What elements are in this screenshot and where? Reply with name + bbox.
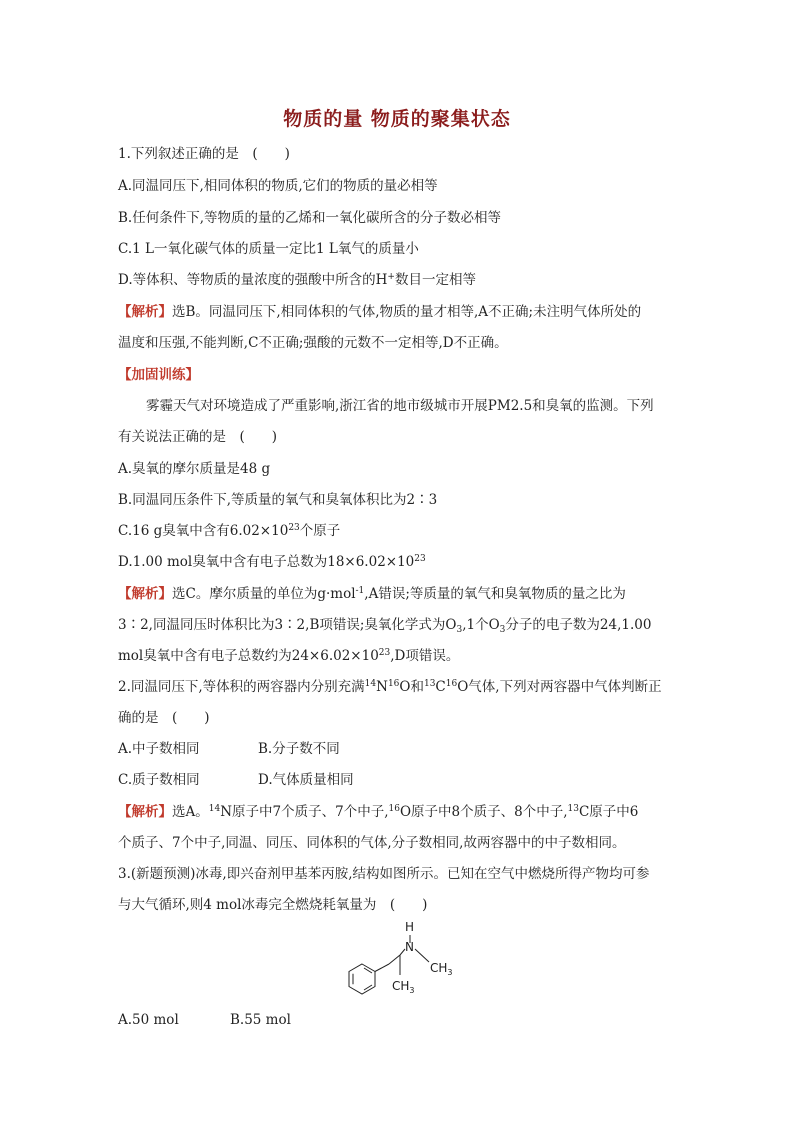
practice-analysis-2c: 分子的电子数为24,1.00	[505, 617, 652, 633]
practice-analysis-sup: -1	[355, 586, 365, 596]
analysis-tag: 【解析】	[118, 304, 172, 320]
q2-options-row-1	[118, 739, 340, 759]
page-title: 物质的量 物质的聚集状态	[283, 108, 511, 130]
methyl-ch: CH	[392, 979, 410, 993]
q2-option-d: D.气体质量相同	[258, 772, 354, 788]
practice-option-c	[118, 521, 340, 543]
q1-d-text-end: 数目一定相等	[394, 272, 476, 288]
practice-option-d	[118, 552, 426, 574]
practice-analysis-3a: mol臭氧中含有电子总数约为24×6.02×10	[118, 648, 379, 664]
molecule-bonds	[349, 935, 429, 994]
q2-analysis-text: C原子中6	[578, 804, 639, 820]
q1-option-b: B.任何条件下,等物质的量的乙烯和一氧化碳所含的分子数必相等	[118, 210, 502, 226]
q2-options-row-2	[118, 770, 354, 790]
analysis-tag: 【解析】	[118, 804, 172, 820]
practice-option-a: A.臭氧的摩尔质量是48 g	[118, 461, 271, 477]
isotope-mass: 16	[387, 679, 400, 689]
practice-analysis-text: 选C。摩尔质量的单位为g·mol	[172, 586, 356, 602]
isotope-mass: 16	[388, 804, 400, 814]
practice-analysis-3b: ,D项错误。	[390, 648, 460, 664]
q3-stem-2: 与大气循环,则4 mol冰毒完全燃烧耗氧量为 ( )	[118, 897, 428, 913]
q3-option-a: A.50 mol	[118, 1012, 179, 1028]
q2-stem-2: 确的是 ( )	[118, 710, 210, 726]
q1-analysis-2: 温度和压强,不能判断,C不正确;强酸的元数不一定相等,D不正确。	[118, 335, 508, 351]
bond-ring-ch2	[375, 964, 389, 972]
isotope-mass: 13	[567, 804, 579, 814]
q2-analysis-text: 选A。	[172, 804, 209, 820]
bond-n-ch3	[415, 949, 429, 962]
practice-analysis-sup: 23	[378, 648, 391, 658]
bond-ch2-ch	[389, 955, 400, 964]
isotope-mass: 14	[208, 804, 221, 814]
practice-analysis-2	[118, 615, 651, 637]
methyl-label	[430, 961, 453, 977]
q2-analysis-1	[118, 802, 638, 824]
q2-stem-1	[118, 677, 662, 699]
q2-analysis-text: N原子中7个质子、7个中子,	[220, 804, 389, 820]
q1-stem: 1.下列叙述正确的是 ( )	[118, 146, 290, 162]
q2-analysis-text: O原子中8个质子、8个中子,	[399, 804, 568, 820]
q1-option-d	[118, 270, 476, 292]
q3-option-b: B.55 mol	[230, 1012, 291, 1028]
practice-analysis-sub: 3	[456, 625, 463, 635]
q1-d-sup: +	[387, 272, 395, 282]
practice-analysis-2a: 3∶2,同温同压时体积比为3∶2,B项错误;臭氧化学式为O	[118, 617, 457, 633]
q2-option-c: C.质子数相同	[118, 772, 200, 788]
methamphetamine-structure	[334, 920, 464, 1002]
practice-d-sup: 23	[414, 554, 426, 564]
q1-analysis-text: 选B。同温同压下,相同体积的气体,物质的量才相等,A不正确;未注明气体所处的	[172, 304, 642, 320]
methyl-label	[392, 979, 415, 995]
practice-analysis-2b: ,1个O	[462, 617, 500, 633]
practice-c-sup: 23	[288, 523, 300, 533]
practice-analysis-3	[118, 646, 459, 668]
isotope-element: O和	[399, 679, 424, 695]
atom-h: H	[405, 920, 415, 934]
isotope-mass: 13	[423, 679, 436, 689]
practice-analysis-1	[118, 584, 626, 606]
practice-analysis-text-end: ,A错误;等质量的氧气和臭氧物质的量之比为	[364, 586, 626, 602]
q2-stem-text-end: O气体,下列对两容器中气体判断正	[457, 679, 662, 695]
isotope-mass: 16	[445, 679, 458, 689]
q2-stem-text: 2.同温同压下,等体积的两容器内分别充满	[118, 679, 365, 695]
isotope-mass: 14	[364, 679, 377, 689]
atom-n: N	[405, 940, 414, 954]
q1-option-c: C.1 L一氧化碳气体的质量一定比1 L氧气的质量小	[118, 241, 419, 257]
isotope-element: C	[435, 679, 446, 695]
practice-c-text: C.16 g臭氧中含有6.02×10	[118, 523, 289, 539]
q3-stem-1: 3.(新题预测)冰毒,即兴奋剂甲基苯丙胺,结构如图所示。已知在空气中燃烧所得产物均可参	[118, 866, 650, 882]
practice-analysis-sub: 3	[499, 625, 506, 635]
practice-d-text: D.1.00 mol臭氧中含有电子总数为18×6.02×10	[118, 554, 415, 570]
q3-options	[118, 1010, 291, 1030]
q2-option-a: A.中子数相同	[118, 741, 200, 757]
practice-option-b: B.同温同压条件下,等质量的氧气和臭氧体积比为2∶3	[118, 492, 438, 508]
analysis-tag: 【解析】	[118, 586, 172, 602]
q2-option-b: B.分子数不同	[258, 741, 340, 757]
practice-c-text-end: 个原子	[299, 523, 341, 539]
q2-analysis-2: 个质子、7个中子,同温、同压、同体积的气体,分子数相同,故两容器中的中子数相同。	[118, 835, 626, 851]
q1-d-text: D.等体积、等物质的量浓度的强酸中所含的H	[118, 272, 388, 288]
isotope-element: N	[376, 679, 388, 695]
q1-option-a: A.同温同压下,相同体积的物质,它们的物质的量必相等	[118, 178, 438, 194]
practice-tag: 【加固训练】	[118, 367, 199, 383]
practice-stem-2: 有关说法正确的是 ( )	[118, 429, 278, 445]
q1-analysis-1	[118, 302, 641, 322]
methyl-sub: 3	[447, 968, 453, 977]
methyl-sub: 3	[409, 986, 415, 995]
methyl-ch: CH	[430, 961, 448, 975]
practice-stem-1: 雾霾天气对环境造成了严重影响,浙江省的地市级城市开展PM2.5和臭氧的监测。下列	[146, 398, 654, 414]
